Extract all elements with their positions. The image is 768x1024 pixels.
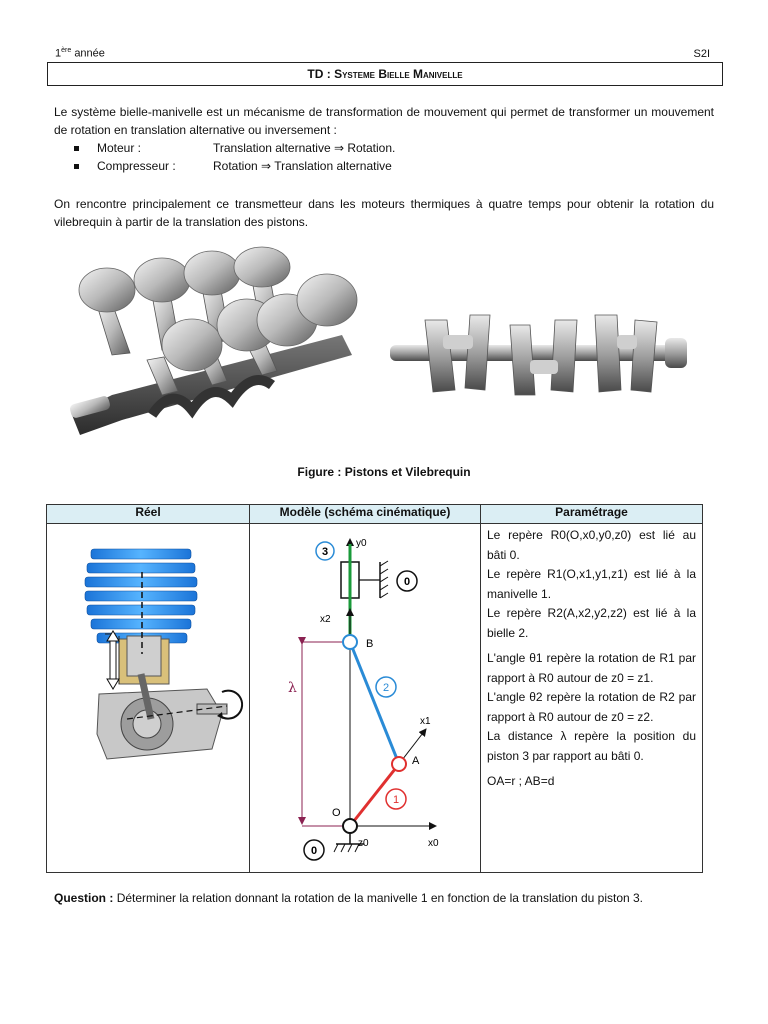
bullet-compresseur: Compresseur : Rotation ⇒ Translation alternative [74,157,392,175]
col-header-modele: Modèle (schéma cinématique) [250,505,481,524]
class-label: S2I [693,48,710,60]
z0-label: z0 [358,838,369,849]
cell-reel [47,524,250,873]
model-table [46,504,703,873]
engine-illustration [47,524,249,869]
cell-parametrage [481,524,703,873]
param-line-7: OA=r ; AB=d [487,774,555,788]
bullet-moteur: Moteur : Translation alternative ⇒ Rotation. [74,139,395,157]
x2-label: x2 [320,614,331,625]
year-label: 1ère année [55,47,105,60]
param-line-3: Le repère R2(A,x2,y2,z2) est lié à la bielle 2. [487,606,696,640]
badge-0-top: 0 [403,576,411,588]
pistons-image [52,245,382,455]
param-line-5: L'angle θ2 repère la rotation de R2 par rapport à R0 autour de z0 = z2. [487,690,696,724]
badge-2: 2 [382,682,390,694]
param-line-1: Le repère R0(O,x0,y0,z0) est lié au bâti 0. [487,528,696,562]
x1-label: x1 [420,716,431,727]
lambda-label: λ [288,680,297,696]
param-line-4: L'angle θ1 repère la rotation de R1 par rapport à R0 autour de z0 = z1. [487,651,696,685]
page-title: TD : Systeme Bielle Manivelle [47,62,723,86]
second-paragraph: On rencontre principalement ce transmetteur dans les moteurs thermiques à quatre temps pour obtenir la rotation du vilebrequin à partir de la translation des pistons. [54,197,714,229]
figure-caption: Figure : Pistons et Vilebrequin [297,465,471,479]
param-line-6: La distance λ repère la position du piston 3 par rapport au bâti 0. [487,729,696,763]
y0-label: y0 [356,538,367,549]
question: Question : Déterminer la relation donnant la rotation de la manivelle 1 en fonction de la translation du piston 3. [54,891,644,905]
param-line-2: Le repère R1(O,x1,y1,z1) est lié à la manivelle 1. [487,567,696,601]
point-O-label: O [332,807,341,819]
intro-paragraph: Le système bielle-manivelle est un mécanisme de transformation de mouvement qui permet de transformer un mouvement de rotation en translation alternative ou inversement : [54,105,714,137]
col-header-reel: Réel [47,505,250,524]
badge-3: 3 [321,546,329,558]
badge-0-bottom: 0 [310,845,318,857]
kinematic-diagram [250,524,480,869]
col-header-parametrage: Paramétrage [481,505,703,524]
point-A-label: A [412,755,420,767]
x0-label: x0 [428,838,439,849]
crankshaft-image [385,300,695,410]
cell-modele [250,524,481,873]
badge-1: 1 [392,794,400,806]
point-B-label: B [366,638,374,650]
